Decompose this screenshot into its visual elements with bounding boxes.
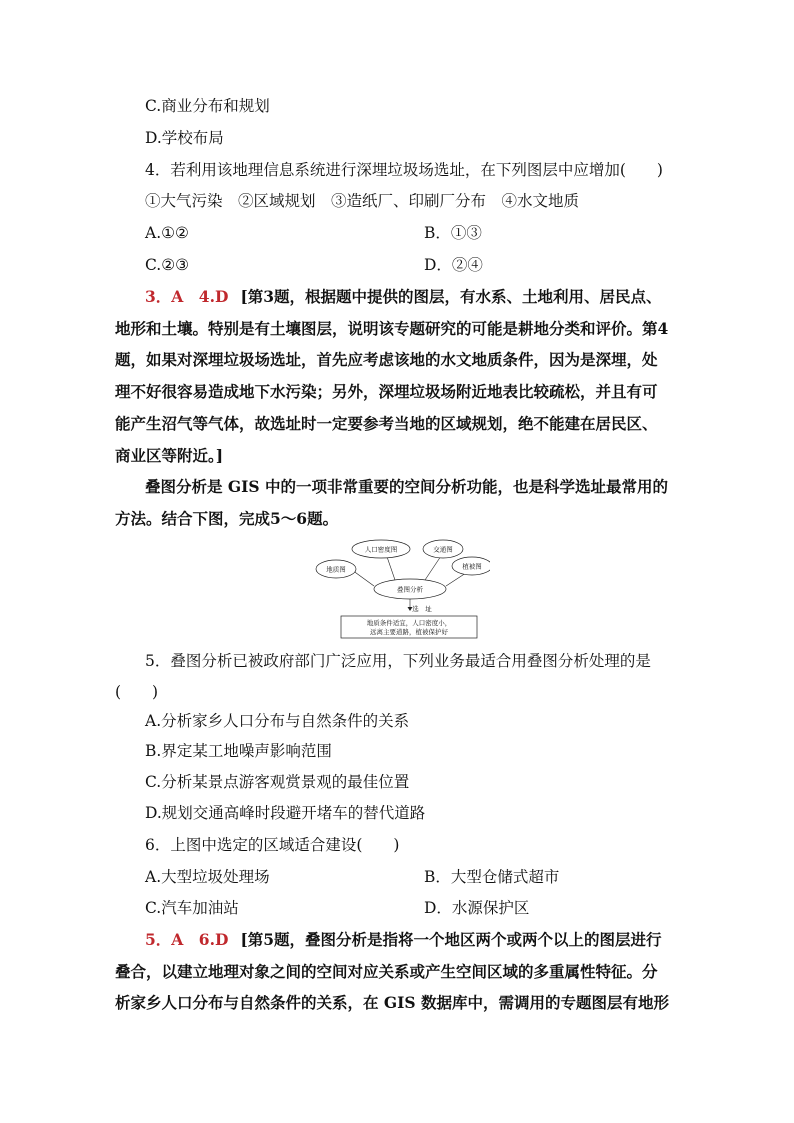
label-traffic: 交通图 [433,545,453,554]
answer-3-4-line4: 理不好很容易造成地下水污染；另外，深埋垃圾场附近地表比较疏松，并且有可 [115,382,658,401]
question-4-option-d: D．②④ [424,256,483,274]
answer-3-4-line1 [145,287,662,307]
answer-3-4-line3: 题，如果对深埋垃圾场选址，首先应考虑该地的水文地质条件，因为是深埋，处 [115,350,658,369]
option-c-q2: C.商业分布和规划 [145,97,270,115]
question-4-option-a: A.①② [145,224,189,242]
label-result-line2: 远离主要道路，植被保护好 [370,628,448,636]
intro-5-6-line1: 叠图分析是 GIS 中的一项非常重要的空间分析功能，也是科学选址最常用的 [145,477,668,496]
label-site-selection: 选 址 [412,605,432,613]
answer-3-4-line2: 地形和土壤。特别是有土壤图层，说明该专题研究的可能是耕地分类和评价。第4 [115,319,669,338]
option-d-q2: D.学校布局 [145,129,224,147]
answer-3-4-line5: 能产生沼气等气体，故选址时一定要参考当地的区域规划，绝不能建在居民区、 [115,414,658,433]
question-4-items: ①大气污染 ②区域规划 ③造纸厂、印刷厂分布 ④水文地质 [145,192,580,210]
answer-5-6-label: 5．A 6.D [145,930,229,949]
question-6-option-c: C.汽车加油站 [145,899,239,917]
question-4-stem: 4．若利用该地理信息系统进行深埋垃圾场选址，在下列图层中应增加( ) [145,161,663,179]
question-5-option-b: B.界定某工地噪声影响范围 [145,742,332,760]
label-result-line1: 地质条件适宜，人口密度小， [366,619,452,627]
question-4-option-c: C.②③ [145,256,190,274]
question-4-option-b: B．①③ [424,224,482,242]
question-5-option-c: C.分析某景点游客观赏景观的最佳位置 [145,773,410,791]
answer-5-6-line1 [145,930,662,950]
question-5-paren: ( ) [115,683,159,701]
overlay-analysis-diagram [310,532,490,642]
label-overlay-analysis: 叠图分析 [397,585,423,594]
question-6-option-d: D．水源保护区 [424,899,530,917]
answer-5-6-line2: 叠合，以建立地理对象之间的空间对应关系或产生空间区域的多重属性特征。分 [115,962,658,981]
question-5-option-d: D.规划交通高峰时段避开堵车的替代道路 [145,804,426,822]
question-6-stem: 6．上图中选定的区域适合建设( ) [145,836,400,854]
answer-5-6-line3: 析家乡人口分布与自然条件的关系，在 GIS 数据库中，需调用的专题图层有地形 [115,993,669,1012]
answer-3-4-label: 3．A 4.D [145,287,229,306]
question-5-option-a: A.分析家乡人口分布与自然条件的关系 [145,712,410,730]
intro-5-6-line2: 方法。结合下图，完成5～6题。 [115,509,339,528]
overlay-analysis-svg [310,532,490,642]
question-6-option-a: A.大型垃圾处理场 [145,868,270,886]
label-population-density: 人口密度图 [364,545,398,554]
label-geology: 地质图 [326,565,346,574]
answer-3-4-text1: [第3题，根据题中提供的图层，有水系、土地利用、居民点、 [240,287,662,306]
question-5-stem: 5．叠图分析已被政府部门广泛应用，下列业务最适合用叠图分析处理的是 [145,652,651,670]
answer-5-6-text1: [第5题，叠图分析是指将一个地区两个或两个以上的图层进行 [240,930,662,949]
answer-3-4-line6: 商业区等附近。] [115,446,224,465]
connector-geology [352,570,374,586]
label-vegetation: 植被图 [462,562,482,571]
question-6-option-b: B．大型仓储式超市 [424,868,560,886]
